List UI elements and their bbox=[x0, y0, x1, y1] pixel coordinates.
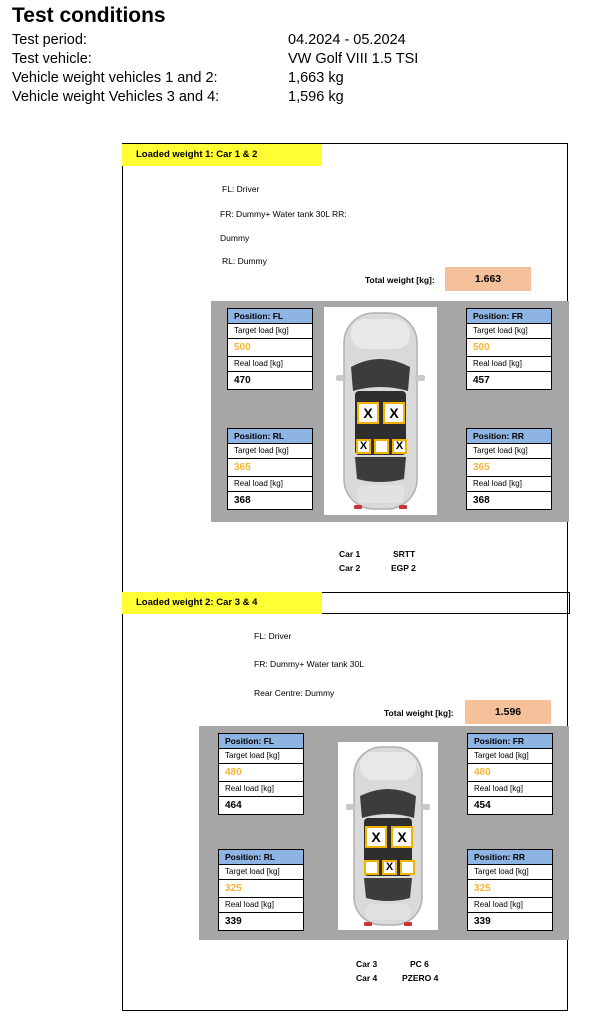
total-weight-label: Total weight [kg]: bbox=[365, 275, 435, 285]
target-load-label: Target load [kg] bbox=[468, 749, 552, 764]
car-label-1: Car 1 bbox=[339, 549, 361, 559]
real-load-value: 368 bbox=[473, 495, 490, 506]
target-load-value: 500 bbox=[467, 339, 551, 357]
real-load-label: Real load [kg] bbox=[228, 357, 312, 372]
target-load-label: Target load [kg] bbox=[219, 749, 303, 764]
section-2-header: Loaded weight 2: Car 3 & 4 bbox=[122, 592, 322, 614]
note-fr-2: FR: Dummy+ Water tank 30L bbox=[254, 659, 364, 669]
total-weight-value-2: 1.596 bbox=[465, 700, 551, 724]
target-load-value: 365 bbox=[467, 459, 551, 477]
car-icon bbox=[324, 307, 437, 515]
real-load-value: 457 bbox=[473, 375, 490, 386]
total-weight-label-2: Total weight [kg]: bbox=[384, 708, 454, 718]
position-header: Position: FL bbox=[228, 309, 312, 324]
seat-marker-rear-left-empty bbox=[364, 860, 379, 875]
car-top-view-2 bbox=[338, 742, 438, 930]
condition-value: 1,596 kg bbox=[288, 89, 344, 105]
section-2-header-row bbox=[122, 592, 570, 614]
real-load-value: 470 bbox=[234, 375, 251, 386]
target-load-label: Target load [kg] bbox=[228, 324, 312, 339]
note-fl-2: FL: Driver bbox=[254, 631, 292, 641]
condition-label: Test period: bbox=[12, 32, 87, 48]
position-box-rl-2 bbox=[218, 849, 304, 931]
target-load-value: 480 bbox=[468, 764, 552, 782]
position-header: Position: RR bbox=[468, 850, 552, 865]
note-fl: FL: Driver bbox=[222, 184, 260, 194]
position-header: Position: FR bbox=[468, 734, 552, 749]
seat-marker-front-right: X bbox=[391, 826, 413, 848]
tire-label-1: SRTT bbox=[393, 549, 416, 559]
tire-label-4: PZERO 4 bbox=[402, 973, 439, 983]
note-rear-centre-2: Rear Centre: Dummy bbox=[254, 688, 335, 698]
tire-label-3: PC 6 bbox=[410, 959, 429, 969]
real-load-label: Real load [kg] bbox=[228, 477, 312, 492]
seat-marker-rear-right-empty bbox=[400, 860, 415, 875]
position-box-rl bbox=[227, 428, 313, 510]
seat-marker-front-left: X bbox=[357, 402, 379, 424]
target-load-label: Target load [kg] bbox=[467, 324, 551, 339]
condition-value: VW Golf VIII 1.5 TSI bbox=[288, 51, 419, 67]
section-1-header: Loaded weight 1: Car 1 & 2 bbox=[122, 144, 322, 166]
real-load-label: Real load [kg] bbox=[219, 782, 303, 797]
condition-label: Vehicle weight Vehicles 3 and 4: bbox=[12, 89, 220, 105]
real-load-value: 368 bbox=[234, 495, 251, 506]
target-load-value: 325 bbox=[468, 880, 552, 898]
section-2-header-rule bbox=[322, 592, 570, 614]
position-box-fl bbox=[227, 308, 313, 390]
target-load-value: 500 bbox=[228, 339, 312, 357]
target-load-label: Target load [kg] bbox=[219, 865, 303, 880]
condition-label: Test vehicle: bbox=[12, 51, 92, 67]
seat-marker-front-left: X bbox=[365, 826, 387, 848]
position-header: Position: FR bbox=[467, 309, 551, 324]
note-rr: Dummy bbox=[220, 233, 250, 243]
seat-marker-rear-right: X bbox=[392, 439, 407, 454]
car-label-2: Car 2 bbox=[339, 563, 361, 573]
tire-label-2: EGP 2 bbox=[391, 563, 416, 573]
page-title: Test conditions bbox=[12, 4, 166, 27]
position-box-fr bbox=[466, 308, 552, 390]
real-load-value: 339 bbox=[225, 916, 242, 927]
car-top-view-1 bbox=[324, 307, 437, 515]
real-load-label: Real load [kg] bbox=[219, 898, 303, 913]
total-weight-value: 1.663 bbox=[445, 267, 531, 291]
position-box-rr-2 bbox=[467, 849, 553, 931]
note-rl: RL: Dummy bbox=[222, 256, 267, 266]
seat-marker-rear-centre-empty bbox=[374, 439, 389, 454]
position-header: Position: RL bbox=[228, 429, 312, 444]
position-header: Position: RR bbox=[467, 429, 551, 444]
condition-value: 04.2024 - 05.2024 bbox=[288, 32, 406, 48]
seat-marker-rear-left: X bbox=[356, 439, 371, 454]
target-load-label: Target load [kg] bbox=[467, 444, 551, 459]
seat-marker-front-right: X bbox=[383, 402, 405, 424]
seat-marker-rear-centre: X bbox=[382, 860, 397, 875]
real-load-value: 339 bbox=[474, 916, 491, 927]
section-1-header-row bbox=[122, 144, 570, 166]
real-load-label: Real load [kg] bbox=[468, 782, 552, 797]
target-load-label: Target load [kg] bbox=[468, 865, 552, 880]
real-load-label: Real load [kg] bbox=[467, 477, 551, 492]
position-header: Position: FL bbox=[219, 734, 303, 749]
real-load-value: 464 bbox=[225, 800, 242, 811]
condition-label: Vehicle weight vehicles 1 and 2: bbox=[12, 70, 218, 86]
note-fr: FR: Dummy+ Water tank 30L RR: bbox=[220, 209, 347, 219]
real-load-label: Real load [kg] bbox=[468, 898, 552, 913]
load-configuration-sheet bbox=[122, 143, 568, 1011]
condition-value: 1,663 kg bbox=[288, 70, 344, 86]
position-box-fr-2 bbox=[467, 733, 553, 815]
target-load-value: 480 bbox=[219, 764, 303, 782]
position-box-rr bbox=[466, 428, 552, 510]
target-load-label: Target load [kg] bbox=[228, 444, 312, 459]
car-label-3: Car 3 bbox=[356, 959, 378, 969]
real-load-value: 454 bbox=[474, 800, 491, 811]
target-load-value: 365 bbox=[228, 459, 312, 477]
car-label-4: Car 4 bbox=[356, 973, 378, 983]
position-box-fl-2 bbox=[218, 733, 304, 815]
position-header: Position: RL bbox=[219, 850, 303, 865]
target-load-value: 325 bbox=[219, 880, 303, 898]
car-icon bbox=[338, 742, 438, 930]
real-load-label: Real load [kg] bbox=[467, 357, 551, 372]
